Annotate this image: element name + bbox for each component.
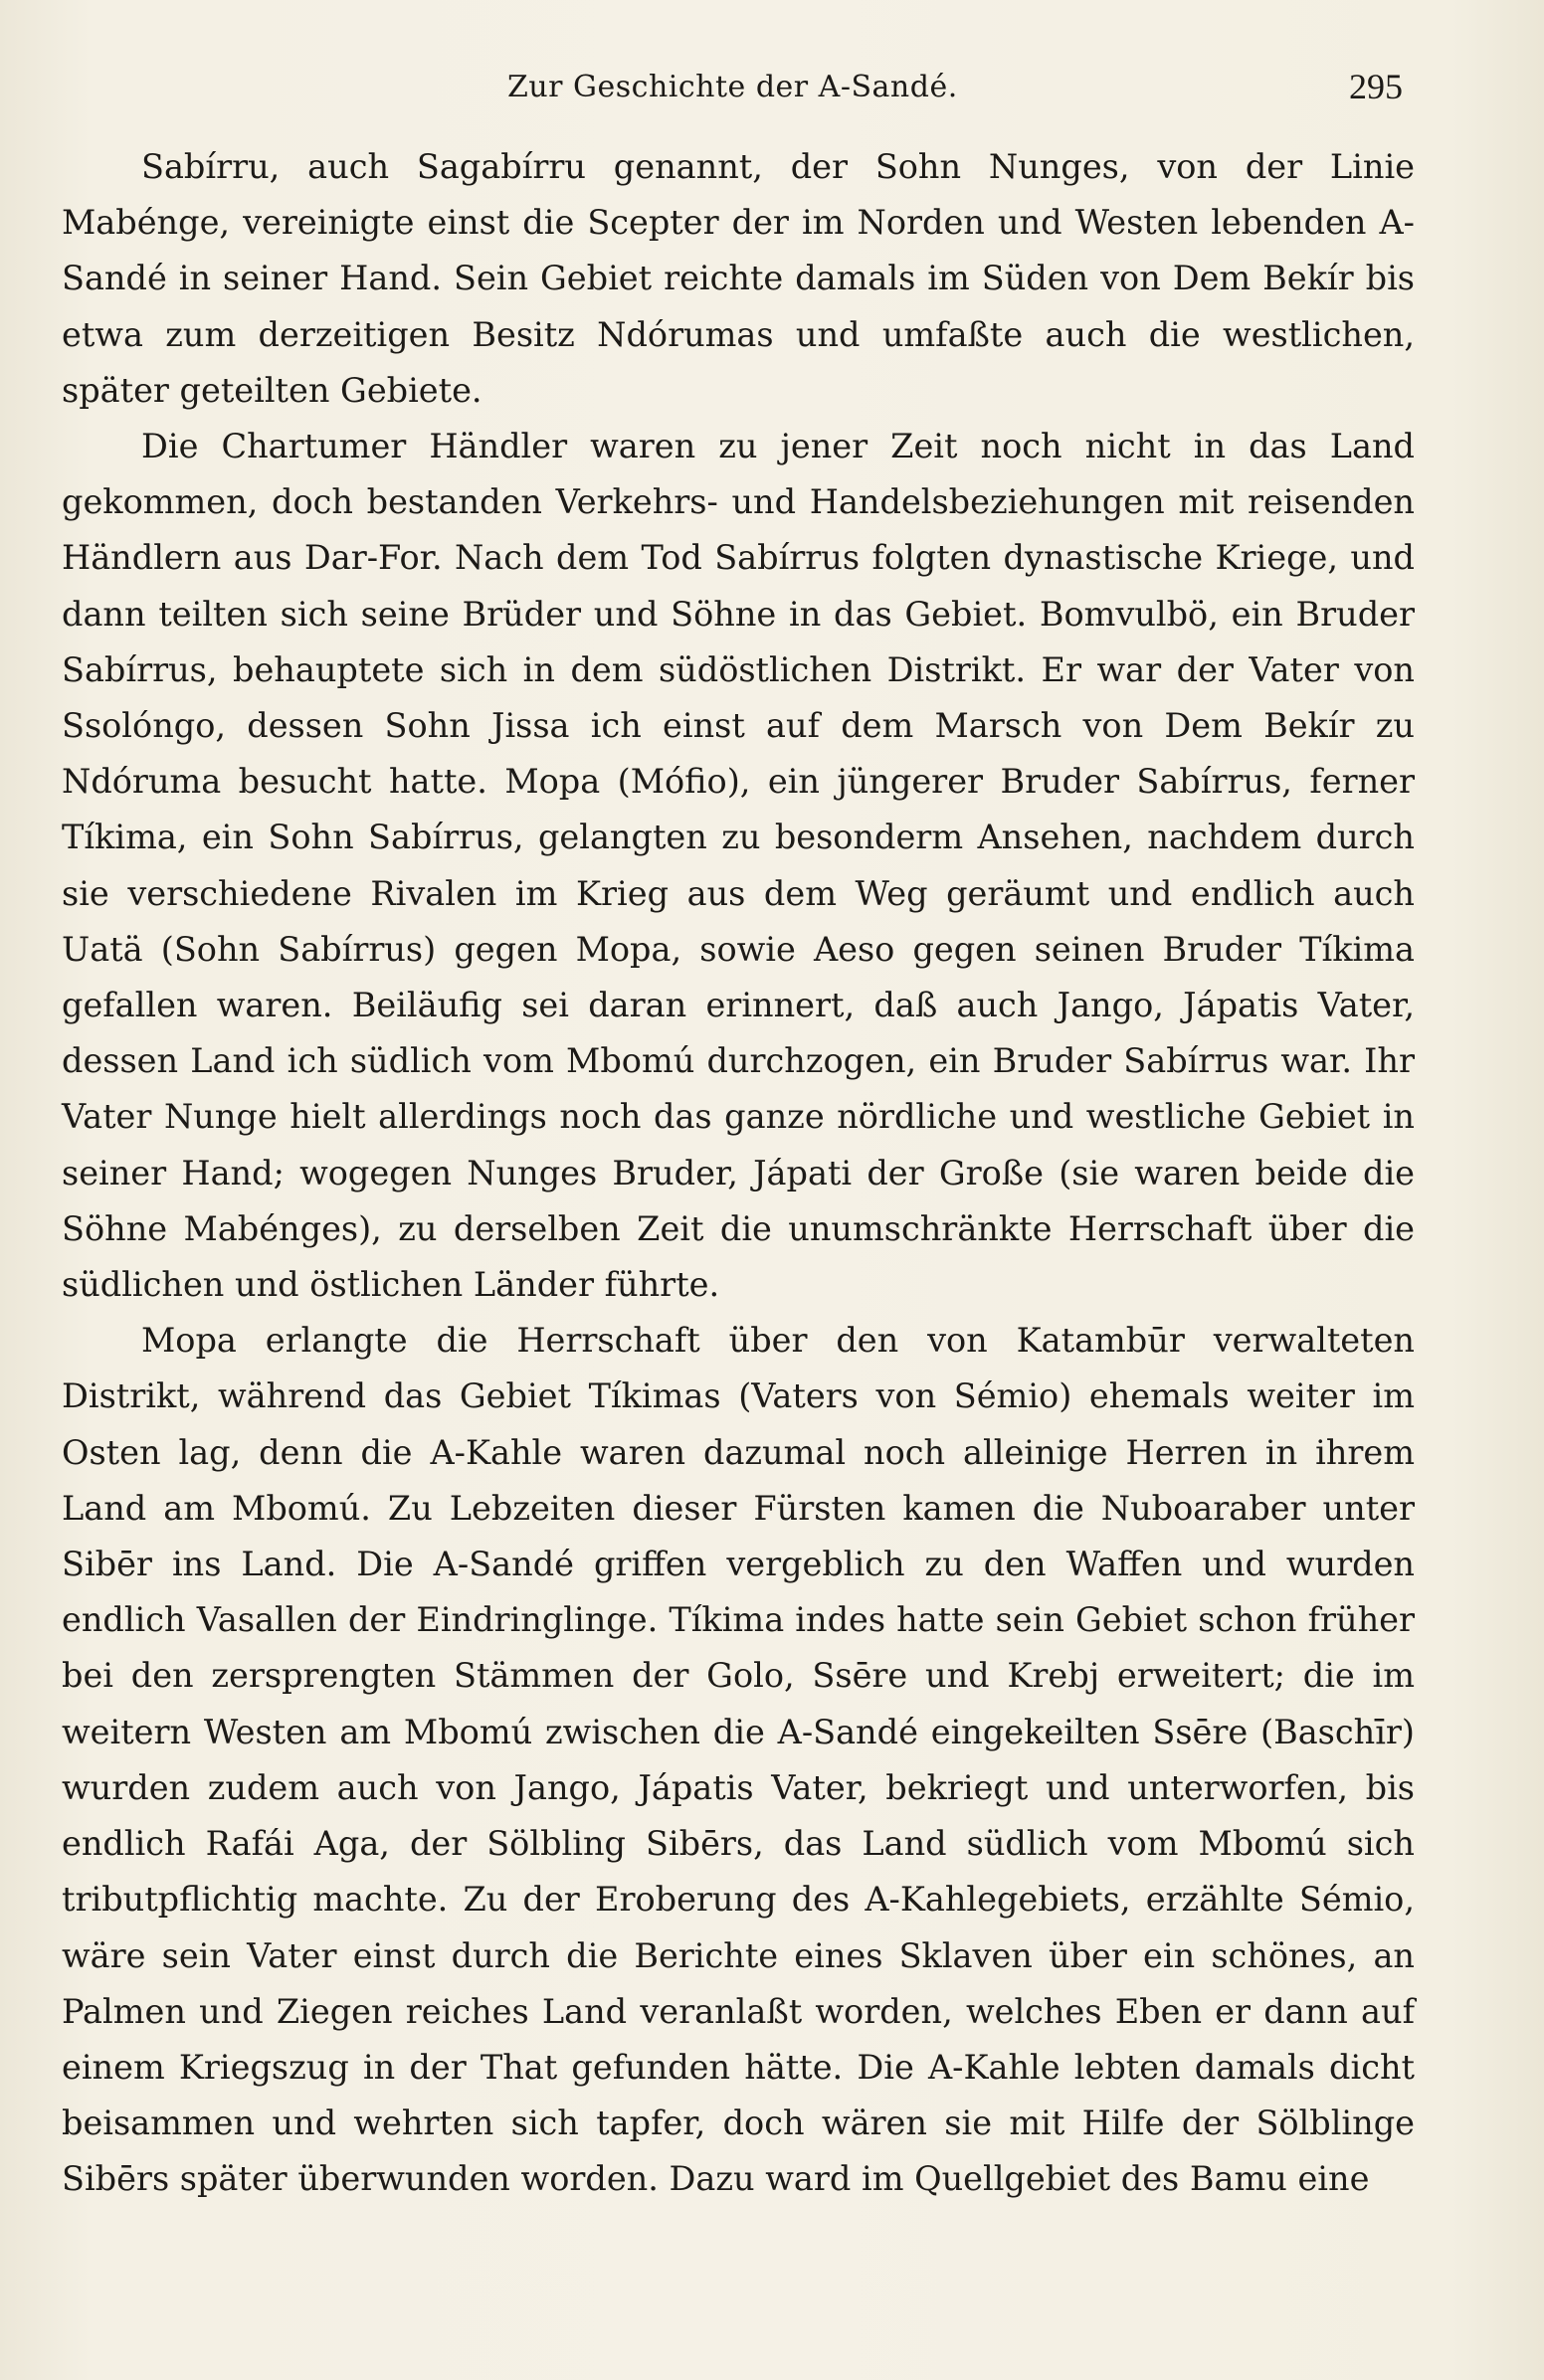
paragraph-2: Die Chartumer Händler waren zu jener Zeit noch nicht in das Land gekommen, doch bestanden Verkehrs- und Handelsbeziehungen mit reisenden Händlern aus Dar-For. Nach dem Tod Sabírrus folgten dynastische Kriege, und dann teilten sich seine Brüder und Söhne in das Gebiet. Bomvulbö, ein Bruder Sabírrus, behauptete sich in dem südöstlichen Distrikt. Er war der Vater von Ssolóngo, dessen Sohn Jissa ich einst auf dem Marsch von Dem Bekír zu Ndóruma besucht hatte. Mopa (Mófio), ein jüngerer Bruder Sabírrus, ferner Tíkima, ein Sohn Sabírrus, gelangten zu besonderm Ansehen, nachdem durch sie verschiedene Rivalen im Krieg aus dem Weg geräumt und endlich auch Uatä (Sohn Sabírrus) gegen Mopa, sowie Aeso gegen seinen Bruder Tíkima gefallen waren. Beiläufig sei daran erinnert, daß auch Jango, Jápatis Vater, dessen Land ich südlich vom Mbomú durchzogen, ein Bruder Sabírrus war. Ihr Vater Nunge hielt allerdings noch das ganze nördliche und westliche Gebiet in seiner Hand; wogegen Nunges Bruder, Jápati der Große (sie waren beide die Söhne Mabénges), zu derselben Zeit die unumschränkte Herrschaft über die südlichen und östlichen Länder führte. [62, 427, 1415, 1305]
body-text [62, 139, 1415, 2208]
paragraph-1: Sabírru, auch Sagabírru genannt, der Sohn Nunges, von der Linie Mabénge, vereinigte einst die Scepter der im Norden und Westen lebenden A-Sandé in seiner Hand. Sein Gebiet reichte damals im Süden von Dem Bekír bis etwa zum derzeitigen Besitz Ndórumas und umfaßte auch die westlichen, später geteilten Gebiete. [62, 147, 1415, 410]
page-header [90, 62, 1403, 111]
page-number: 295 [1349, 67, 1403, 106]
running-title: Zur Geschichte der A-Sandé. [507, 70, 958, 104]
paragraph-3: Mopa erlangte die Herrschaft über den von Katambūr verwalteten Distrikt, während das Gebiet Tíkimas (Vaters von Sémio) ehemals weiter im Osten lag, denn die A-Kahle waren dazumal noch alleinige Herren in ihrem Land am Mbomú. Zu Lebzeiten dieser Fürsten kamen die Nuboaraber unter Sibēr ins Land. Die A-Sandé griffen vergeblich zu den Waffen und wurden endlich Vasallen der Eindringlinge. Tíkima indes hatte sein Gebiet schon früher bei den zersprengten Stämmen der Golo, Ssēre und Krebj erweitert; die im weitern Westen am Mbomú zwischen die A-Sandé eingekeilten Ssēre (Baschīr) wurden zudem auch von Jango, Jápatis Vater, bekriegt und unterworfen, bis endlich Rafái Aga, der Sölbling Sibērs, das Land südlich vom Mbomú sich tributpflichtig machte. Zu der Eroberung des A-Kahlegebiets, erzählte Sémio, wäre sein Vater einst durch die Berichte eines Sklaven über ein schönes, an Palmen und Ziegen reiches Land veranlaßt worden, welches Eben er dann auf einem Kriegszug in der That gefunden hätte. Die A-Kahle lebten damals dicht beisammen und wehrten sich tapfer, doch wären sie mit Hilfe der Sölblinge Sibērs später überwunden worden. Dazu ward im Quellgebiet des Bamu eine [62, 1321, 1415, 2199]
